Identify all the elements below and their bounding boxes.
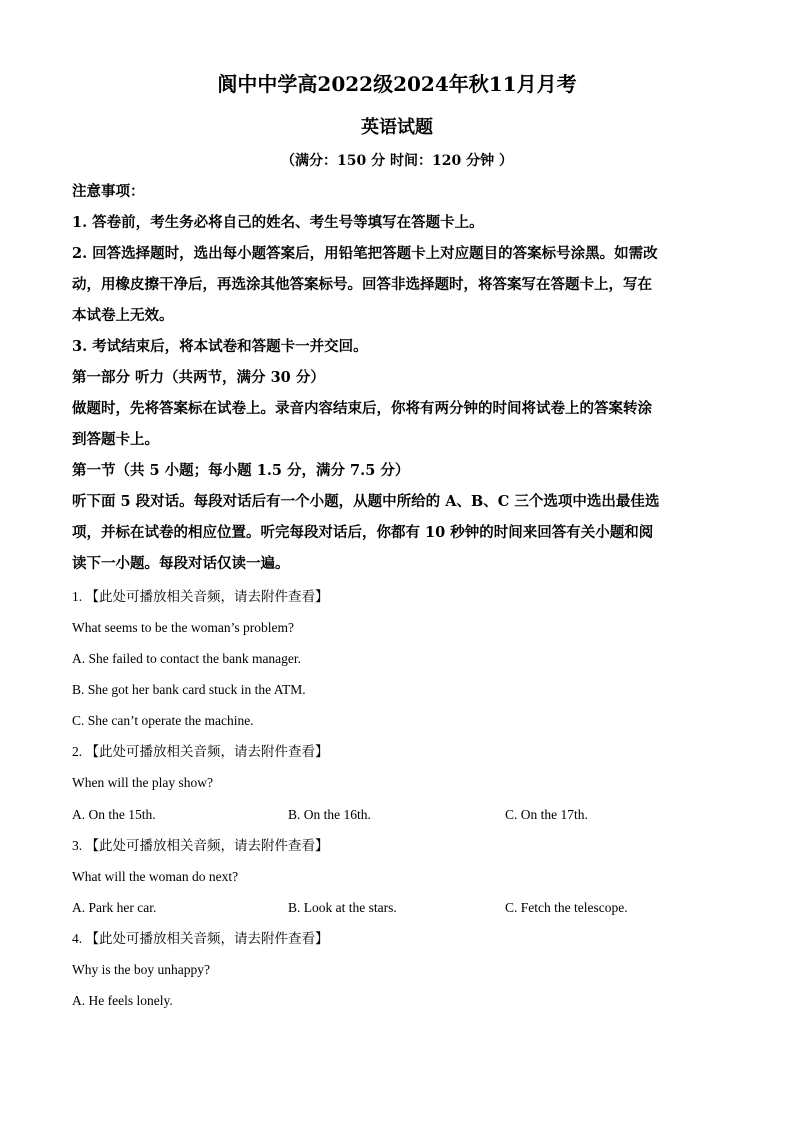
section1-intro-line: 项，并标在试卷的相应位置。听完每段对话后，你都有 10 秒钟的时间来回答有关小题和阅	[72, 524, 654, 541]
note-item-2-line: 动，用橡皮擦干净后，再选涂其他答案标号。回答非选择题时，将答案写在答题卡上，写在	[72, 276, 652, 293]
q1-audio-label: 1. 【此处可播放相关音频，请去附件查看】	[72, 589, 329, 604]
section1-intro	[72, 486, 724, 579]
q4-audio-label: 4. 【此处可播放相关音频，请去附件查看】	[72, 931, 329, 946]
q1-option-c: C. She can’t operate the machine.	[72, 713, 254, 728]
q3-audio-label: 3. 【此处可播放相关音频，请去附件查看】	[72, 838, 329, 853]
q4-question: Why is the boy unhappy?	[72, 962, 210, 977]
q2-audio-label: 2. 【此处可播放相关音频，请去附件查看】	[72, 744, 329, 759]
q2-question: When will the play show?	[72, 775, 213, 790]
part1-intro-line: 做题时，先将答案标在试卷上。录音内容结束后，你将有两分钟的时间将试卷上的答案转涂	[72, 400, 652, 417]
exam-meta: （满分：150 分 时间：120 分钟 ）	[281, 153, 513, 169]
section1-intro-line: 读下一小题。每段对话仅读一遍。	[72, 555, 290, 572]
part1-intro-line: 到答题卡上。	[72, 431, 159, 448]
q3-option-a: A. Park her car.	[72, 900, 157, 915]
part1-intro	[72, 393, 724, 455]
q3-option-b: B. Look at the stars.	[288, 900, 397, 915]
part1-heading: 第一部分 听力（共两节，满分 30 分）	[72, 369, 325, 386]
q2-option-c: C. On the 17th.	[505, 807, 588, 822]
note-item-3: 3. 考试结束后，将本试卷和答题卡一并交回。	[72, 338, 368, 355]
q3-option-c: C. Fetch the telescope.	[505, 900, 628, 915]
section1-heading: 第一节（共 5 小题；每小题 1.5 分，满分 7.5 分）	[72, 462, 410, 479]
note-item-1: 1. 答卷前，考生务必将自己的姓名、考生号等填写在答题卡上。	[72, 214, 484, 231]
q1-option-a: A. She failed to contact the bank manager.	[72, 651, 302, 666]
note-item-2-line: 本试卷上无效。	[72, 307, 174, 324]
q1-question: What seems to be the woman’s problem?	[72, 620, 294, 635]
note-item-2-line: 2. 回答选择题时，选出每小题答案后，用铅笔把答题卡上对应题目的答案标号涂黑。如需改	[72, 245, 658, 262]
q2-option-b: B. On the 16th.	[288, 807, 371, 822]
q3-question: What will the woman do next?	[72, 869, 239, 884]
note-item-2	[72, 238, 724, 331]
section1-intro-line: 听下面 5 段对话。每段对话后有一个小题，从题中所给的 A、B、C 三个选项中选出最佳选	[72, 493, 660, 510]
exam-title: 阆中中学高2022级2024年秋11月月考	[217, 72, 577, 96]
q2-option-a: A. On the 15th.	[72, 807, 156, 822]
exam-subject: 英语试题	[361, 117, 433, 138]
q1-option-b: B. She got her bank card stuck in the ATM.	[72, 682, 306, 697]
notes-heading: 注意事项：	[72, 183, 145, 200]
q4-option-a: A. He feels lonely.	[72, 993, 173, 1008]
